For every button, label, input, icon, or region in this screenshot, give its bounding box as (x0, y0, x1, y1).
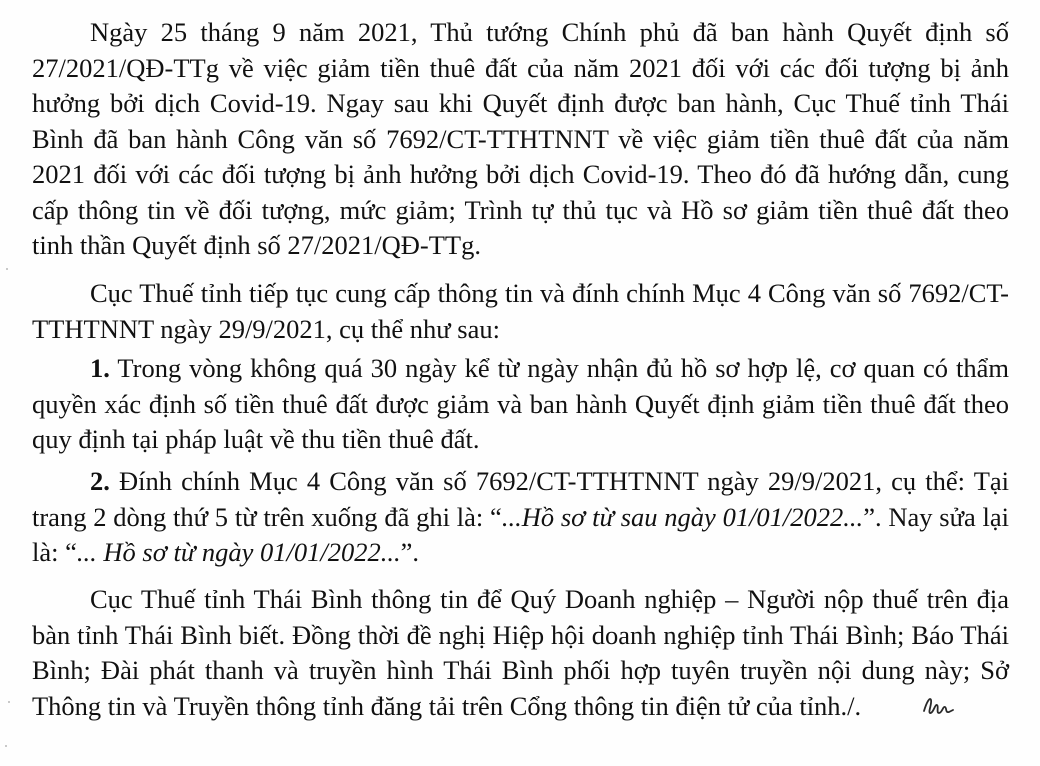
scan-speck (8, 701, 10, 703)
scan-speck (6, 268, 8, 270)
item-text-middle: ”. Nay sửa lại là: “ (32, 501, 1009, 567)
paragraph-correction-intro: Cục Thuế tỉnh tiếp tục cung cấp thông tin và đính chính Mục 4 Công văn số 7692/CT-TTHTNNT ngày 29/9/2021, cụ thể như sau: (32, 278, 1009, 344)
list-item-2 (32, 464, 1009, 571)
scan-speck (5, 745, 7, 747)
closing-text: Cục Thuế tỉnh Thái Bình thông tin để Quý Doanh nghiệp – Người nộp thuế trên địa bàn tỉnh Thái Bình biết. Đồng thời đề nghị Hiệp hội doanh nghiệp tỉnh Thái Bình; Báo Thái Bình; Đài phát thanh và truyền hình Thái Bình phối hợp tuyên truyền nội dung này; Sở Thông tin và Truyền thông tỉnh đăng tải trên Cổng thông tin điện tử của tỉnh./. (32, 584, 1009, 721)
item-number: 2. (90, 466, 110, 496)
initial-signature-mark (863, 691, 955, 727)
list-item-1 (32, 351, 1009, 458)
paragraph-decision-announcement: Ngày 25 tháng 9 năm 2021, Thủ tướng Chính phủ đã ban hành Quyết định số 27/2021/QĐ-TTg về việc giảm tiền thuê đất của năm 2021 đối với các đối tượng bị ảnh hưởng bởi dịch Covid-19. Ngay sau khi Quyết định được ban hành, Cục Thuế tỉnh Thái Bình đã ban hành Công văn số 7692/CT-TTHTNNT về việc giảm tiền thuê đất của năm 2021 đối với các đối tượng bị ảnh hưởng bởi dịch Covid-19. Theo đó đã hướng dẫn, cung cấp thông tin về đối tượng, mức giảm; Trình tự thủ tục và Hồ sơ giảm tiền thuê đất theo tinh thần Quyết định số 27/2021/QĐ-TTg. (32, 17, 1009, 260)
quoted-new-text: ... Hồ sơ từ ngày 01/01/2022... (76, 537, 401, 567)
item-text-after: ”. (400, 537, 420, 567)
quoted-old-text: ...Hồ sơ từ sau ngày 01/01/2022... (501, 501, 864, 532)
item-text-before: Đính chính Mục 4 Công văn số 7692/CT-TTHTNNT ngày 29/9/2021, cụ thể: Tại trang 2 dòng thứ 5 từ trên xuống đã ghi là: “ (32, 466, 1010, 532)
item-text: Trong vòng không quá 30 ngày kể từ ngày nhận đủ hồ sơ hợp lệ, cơ quan có thẩm quyền xác định số tiền thuê đất được giảm và ban hành Quyết định giảm tiền thuê đất theo quy định tại pháp luật về thu tiền thuê đất. (32, 353, 1009, 454)
item-number: 1. (90, 353, 110, 383)
paragraph-closing (32, 582, 1009, 726)
